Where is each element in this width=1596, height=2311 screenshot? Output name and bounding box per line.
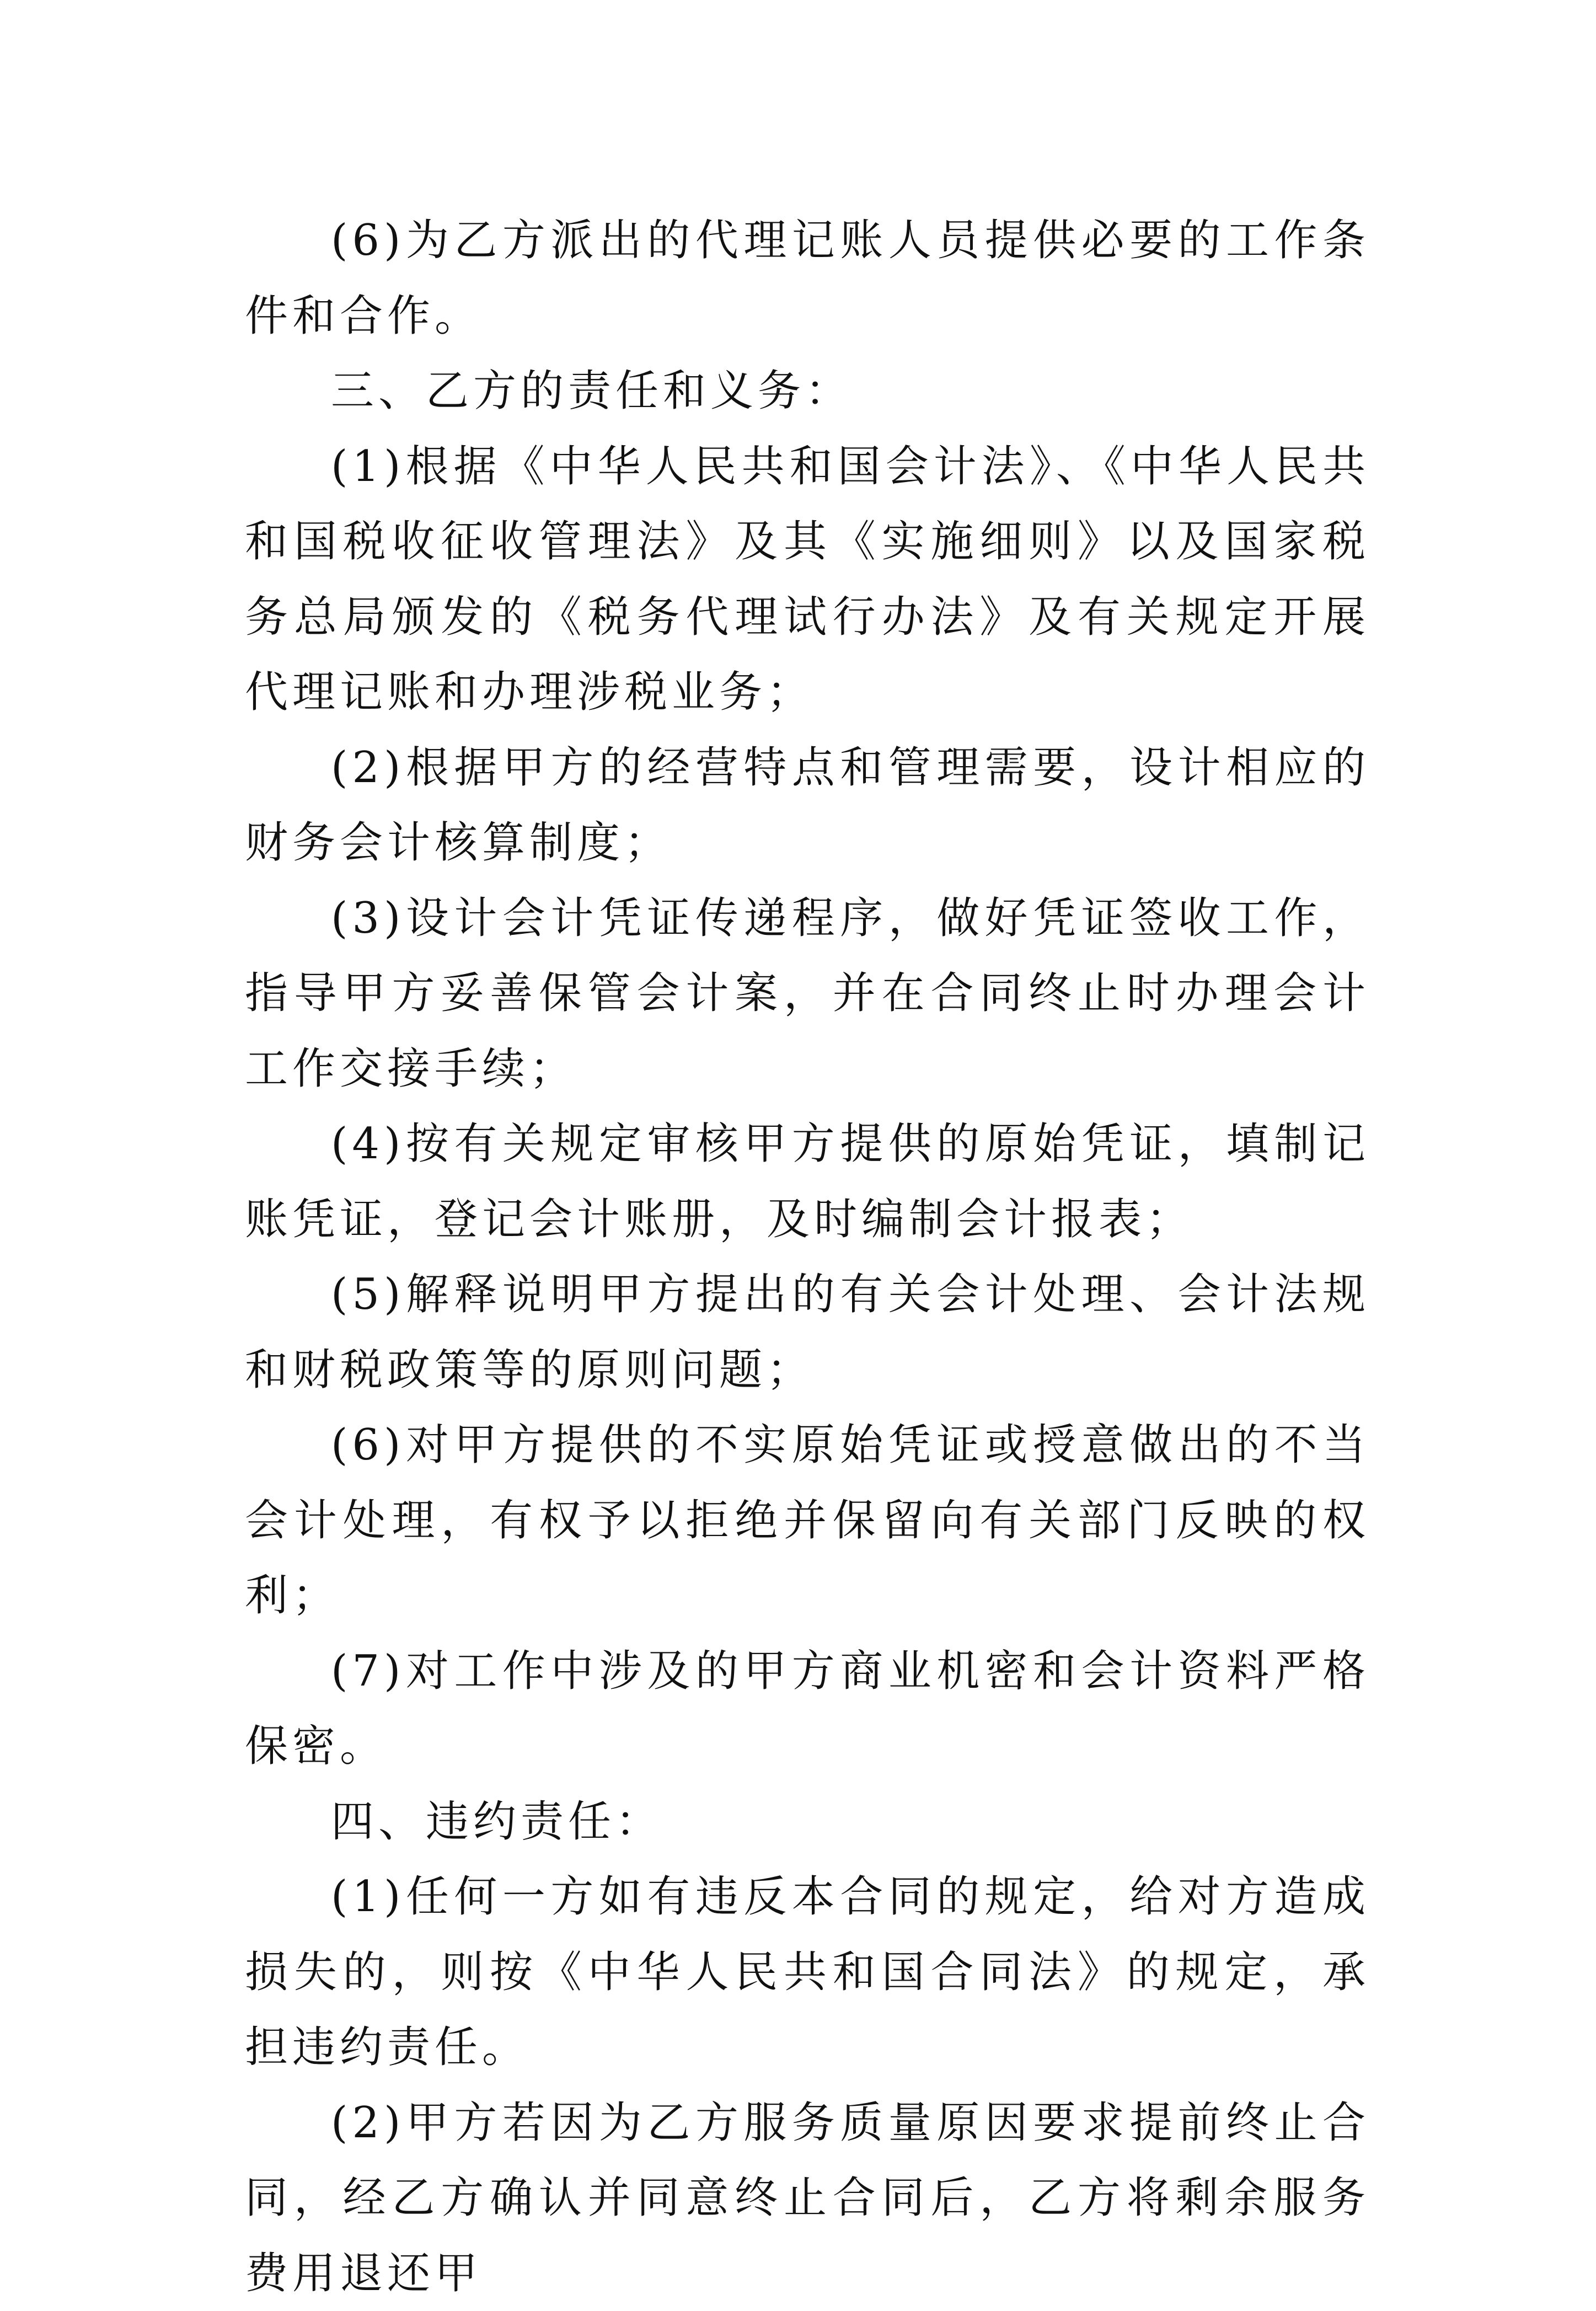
- paragraph-confidentiality: (7)对工作中涉及的甲方商业机密和会计资料严格保密。: [245, 1634, 1370, 1784]
- document-body: [245, 203, 1370, 2311]
- section-heading-party-b-duties: 三、乙方的责任和义务：: [245, 354, 1370, 429]
- paragraph-legal-basis: (1)根据《中华人民共和国会计法》、《中华人民共和国税收征收管理法》及其《实施细则》以及国家税务总局颁发的《税务代理试行办法》及有关规定开展代理记账和办理涉税业务；: [245, 429, 1370, 730]
- paragraph-right-to-refuse: (6)对甲方提供的不实原始凭证或授意做出的不当会计处理，有权予以拒绝并保留向有关部门反映的权利；: [245, 1408, 1370, 1634]
- paragraph-review-vouchers: (4)按有关规定审核甲方提供的原始凭证，填制记账凭证，登记会计账册，及时编制会计报表；: [245, 1106, 1370, 1257]
- paragraph-voucher-procedure: (3)设计会计凭证传递程序，做好凭证签收工作，指导甲方妥善保管会计案，并在合同终止时办理会计工作交接手续；: [245, 881, 1370, 1107]
- paragraph-provide-work-conditions: (6)为乙方派出的代理记账人员提供必要的工作条件和合作。: [245, 203, 1370, 354]
- section-heading-breach-liability: 四、违约责任：: [245, 1784, 1370, 1860]
- paragraph-breach-compensation: (1)任何一方如有违反本合同的规定，给对方造成损失的，则按《中华人民共和国合同法》的规定，承担违约责任。: [245, 1859, 1370, 2085]
- paragraph-design-accounting-system: (2)根据甲方的经营特点和管理需要，设计相应的财务会计核算制度；: [245, 730, 1370, 881]
- paragraph-early-termination: (2)甲方若因为乙方服务质量原因要求提前终止合同，经乙方确认并同意终止合同后，乙方将剩余服务费用退还甲: [245, 2085, 1370, 2311]
- paragraph-explain-principles: (5)解释说明甲方提出的有关会计处理、会计法规和财税政策等的原则问题；: [245, 1257, 1370, 1408]
